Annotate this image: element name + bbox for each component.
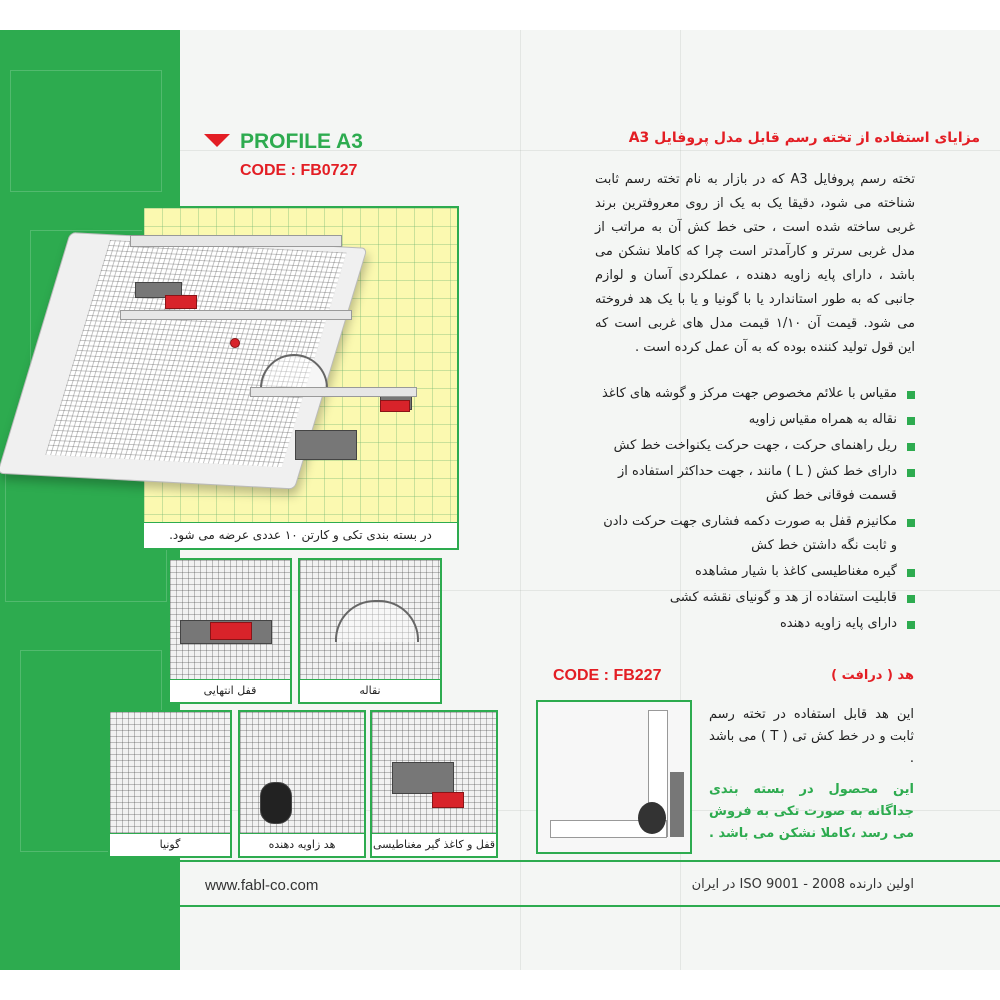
board-marker-dot — [230, 338, 240, 348]
product-title: PROFILE A3 — [240, 130, 363, 153]
website-link[interactable]: www.fabl-co.com — [205, 877, 319, 894]
list-item: گیره مغناطیسی کاغذ با شیار مشاهده — [595, 560, 915, 584]
thumb-lock-clip-image — [372, 712, 496, 834]
bullet-square-icon — [907, 621, 915, 629]
iso-statement: اولین دارنده 2008 - ISO 9001 در ایران — [691, 877, 914, 892]
thumb-angle-head — [238, 710, 366, 858]
list-item: دارای پایه زاویه دهنده — [595, 612, 915, 636]
thumb-protractor — [298, 558, 442, 704]
thumb-protractor-caption: نقاله — [300, 679, 440, 702]
head-image-frame — [536, 700, 692, 854]
bullet-square-icon — [907, 391, 915, 399]
bullet-square-icon — [907, 569, 915, 577]
thumb-set-square-caption: گونیا — [110, 833, 230, 856]
thumb-end-lock-caption: قفل انتهایی — [170, 679, 290, 702]
advantages-paragraph: تخته رسم پروفایل A3 که در بازار به نام تخته رسم ثابت شناخته می شود، دقیقا یک به یک از روی معروفترین برند غربی ساخته شده است ، حتی خط کش آن به مراتب از مدل غربی سرتر و کارآمدتر است چرا که کاملا نشکن می باشد ، دارای پایه زاویه دهنده ، عملکردی آسان و لوازم جانبی که به طور استاندارد یا با گونیا و یا با یک هد فروخته می شود. قیمت آن ۱/۱۰ قیمت مدل های غربی است که این قول تولید کننده بوده که به آن عمل کرده است . — [595, 172, 915, 355]
bullet-square-icon — [907, 469, 915, 477]
board-magnetic-clip — [295, 430, 357, 460]
head-note: این محصول در بسته بندی جداگانه به صورت تکی به فروش می رسد ،کاملا نشکن می باشد . — [709, 782, 914, 841]
list-item: دارای خط کش ( L ) مانند ، جهت حداکثر استفاده از قسمت فوقانی خط کش — [595, 460, 915, 508]
thumb-lock-clip-caption: قفل و کاغذ گیر مغناطیسی — [372, 833, 496, 856]
list-item: قابلیت استفاده از هد و گونیای نقشه کشی — [595, 586, 915, 610]
footer-divider — [180, 860, 1000, 862]
board-lock-red-2 — [380, 400, 410, 412]
bullet-square-icon — [907, 519, 915, 527]
list-item: نقاله به همراه مقیاس زاویه — [595, 408, 915, 432]
thumb-end-lock-image — [170, 560, 290, 680]
package-caption: در بسته بندی تکی و کارتن ۱۰ عددی عرضه می شود. — [144, 522, 457, 548]
head-description: این هد قابل استفاده در تخته رسم ثابت و در خط کش تی ( T ) می باشد . — [709, 707, 914, 766]
advantages-list — [595, 382, 915, 638]
board-lock-red — [165, 295, 197, 309]
advantages-heading: مزایای استفاده از تخته رسم قابل مدل پروفایل A3 — [628, 130, 980, 146]
thumb-protractor-image — [300, 560, 440, 680]
bullet-square-icon — [907, 443, 915, 451]
thumb-lock-clip — [370, 710, 498, 858]
bullet-square-icon — [907, 595, 915, 603]
bullet-square-icon — [907, 417, 915, 425]
footer-divider-bottom — [180, 905, 1000, 907]
thumb-set-square — [108, 710, 232, 858]
list-item: مقیاس با علائم مخصوص جهت مرکز و گوشه های کاغذ — [595, 382, 915, 406]
thumb-angle-head-caption: هد زاویه دهنده — [240, 833, 364, 856]
thumb-angle-head-image — [240, 712, 364, 834]
drawing-board-image — [70, 232, 370, 472]
product-code: CODE : FB0727 — [240, 162, 358, 179]
thumb-end-lock — [168, 558, 292, 704]
board-top-ruler — [130, 235, 342, 247]
board-bottom-ruler — [250, 387, 417, 397]
list-item: ریل راهنمای حرکت ، جهت حرکت یکنواخت خط کش — [595, 434, 915, 458]
thumb-set-square-image — [110, 712, 230, 834]
board-sliding-ruler — [120, 310, 352, 320]
bottom-band — [0, 970, 1000, 1000]
list-item: مکانیزم قفل به صورت دکمه فشاری جهت حرکت دادن و ثابت نگه داشتن خط کش — [595, 510, 915, 558]
head-title: هد ( درافت ) — [831, 668, 914, 683]
head-code: CODE : FB227 — [553, 667, 662, 684]
top-band — [0, 0, 1000, 30]
